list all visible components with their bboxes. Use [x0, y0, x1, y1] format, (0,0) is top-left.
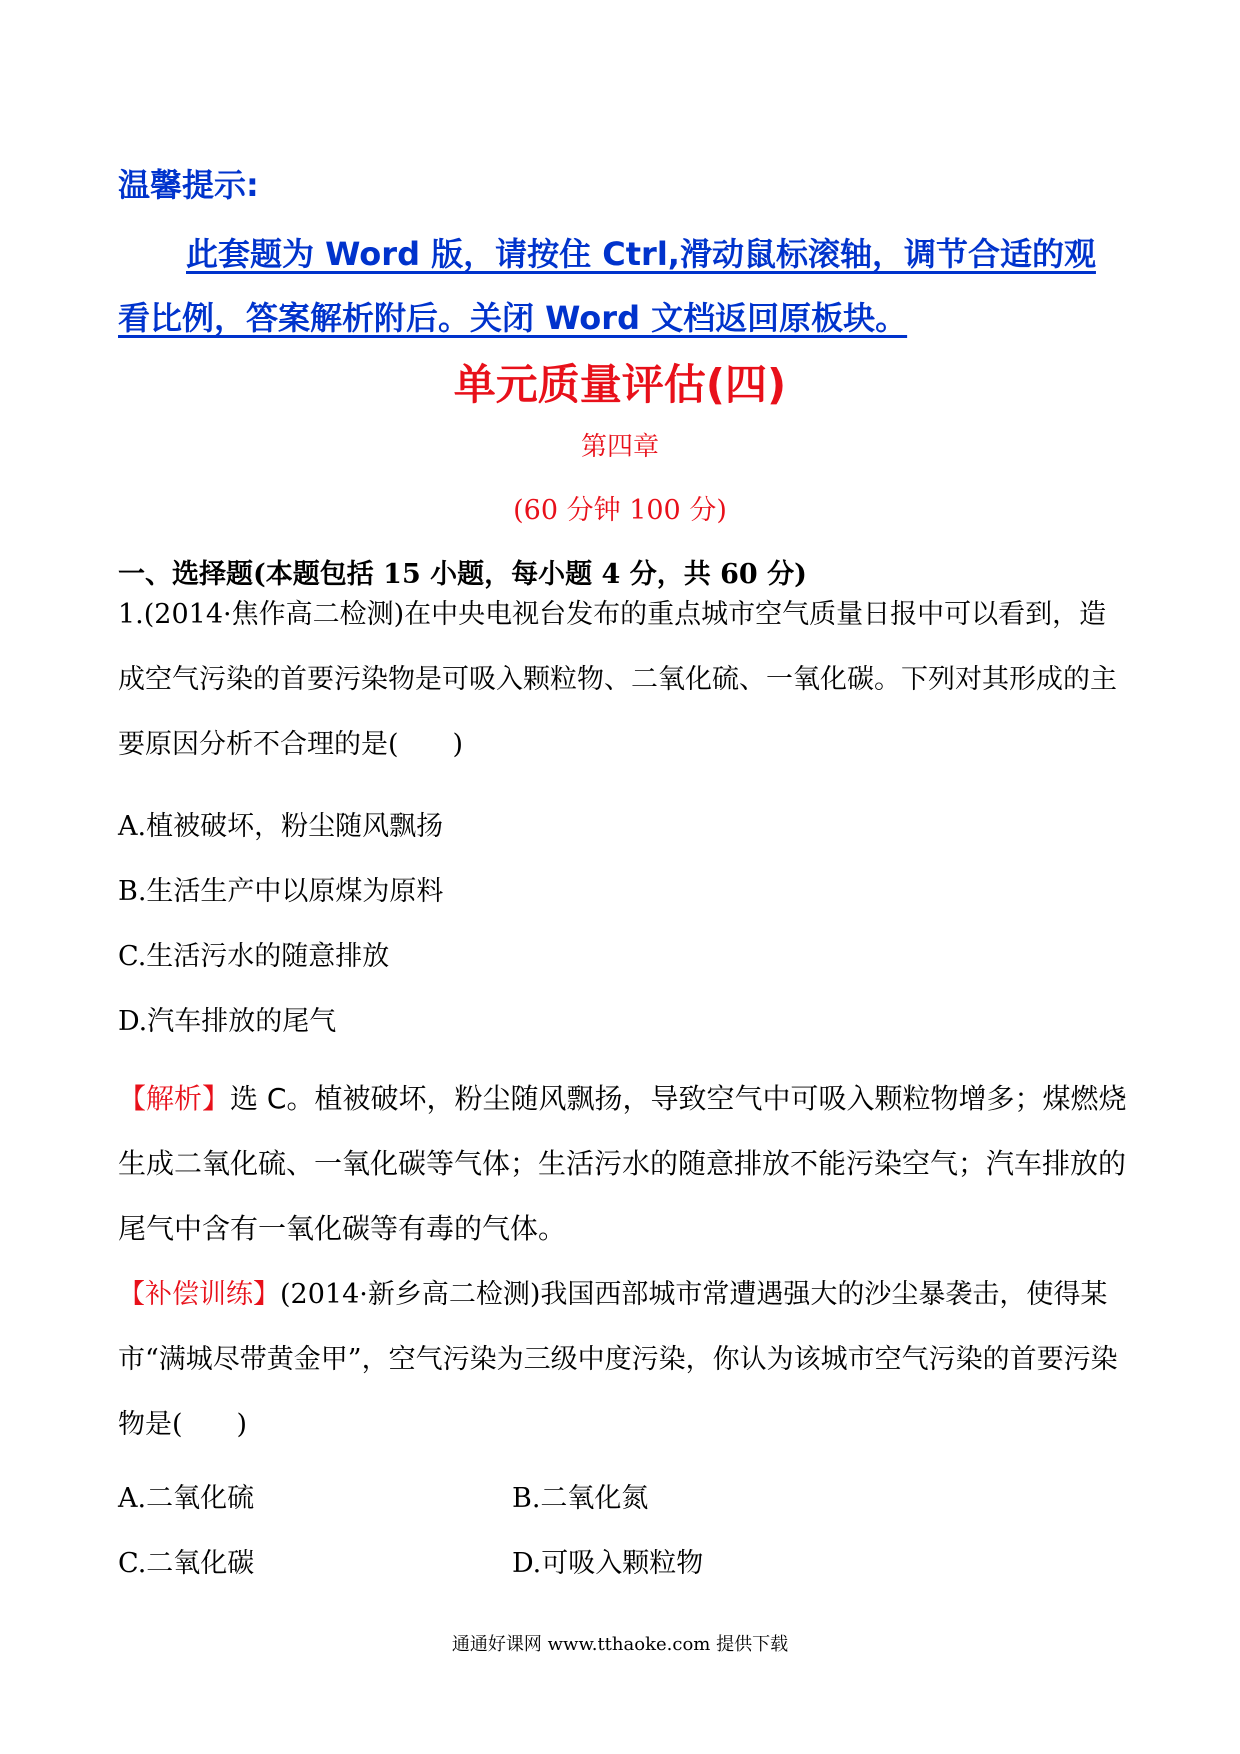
tip-body: [118, 222, 1128, 350]
chapter-label: 第四章: [580, 432, 659, 462]
page-footer: 通通好课网 www.tthaoke.com 提供下载: [451, 1634, 789, 1655]
tip-line-2: 看比例，答案解析附后。关闭 Word 文档返回原板块。: [118, 299, 908, 337]
question-1-option-d: D.汽车排放的尾气: [118, 1006, 337, 1037]
time-score-label: (60 分钟 100 分): [513, 495, 727, 526]
supplement-tag: 【补偿训练】: [118, 1279, 280, 1310]
tip-title: 温馨提示:: [118, 166, 259, 204]
supplement-stem: (2014·新乡高二检测)我国西部城市常遭遇强大的沙尘暴袭击，使得某市“满城尽带黄金甲”，空气污染为三级中度污染，你认为该城市空气污染的首要污染物是( ): [118, 1279, 1118, 1440]
section-heading: 一、选择题(本题包括 15 小题，每小题 4 分，共 60 分): [118, 559, 807, 590]
page-title: 单元质量评估(四): [453, 360, 787, 409]
question-1-option-a: A.植被破坏，粉尘随风飘扬: [118, 811, 444, 842]
supplement-option-c: C.二氧化碳: [118, 1548, 255, 1579]
supplement-option-a: A.二氧化硫: [118, 1483, 255, 1514]
supplement-question: [118, 1262, 1128, 1457]
analysis-tag: 【解析】: [118, 1082, 231, 1115]
question-1-option-b: B.生活生产中以原煤为原料: [118, 876, 444, 907]
tip-line-1: 此套题为 Word 版，请按住 Ctrl,滑动鼠标滚轴，调节合适的观: [186, 235, 1096, 273]
analysis-text: 选 C。植被破坏，粉尘随风飘扬，导致空气中可吸入颗粒物增多；煤燃烧生成二氧化硫、一氧化碳等气体；生活污水的随意排放不能污染空气；汽车排放的尾气中含有一氧化碳等有毒的气体。: [118, 1082, 1127, 1245]
supplement-option-d: D.可吸入颗粒物: [512, 1548, 704, 1579]
question-1-option-c: C.生活污水的随意排放: [118, 941, 390, 972]
supplement-option-b: B.二氧化氮: [512, 1483, 649, 1514]
question-1-stem: 1.(2014·焦作高二检测)在中央电视台发布的重点城市空气质量日报中可以看到，造成空气污染的首要污染物是可吸入颗粒物、二氧化硫、一氧化碳。下列对其形成的主要原因分析不合理的是( ): [118, 599, 1117, 760]
question-1-analysis: [118, 1066, 1128, 1261]
